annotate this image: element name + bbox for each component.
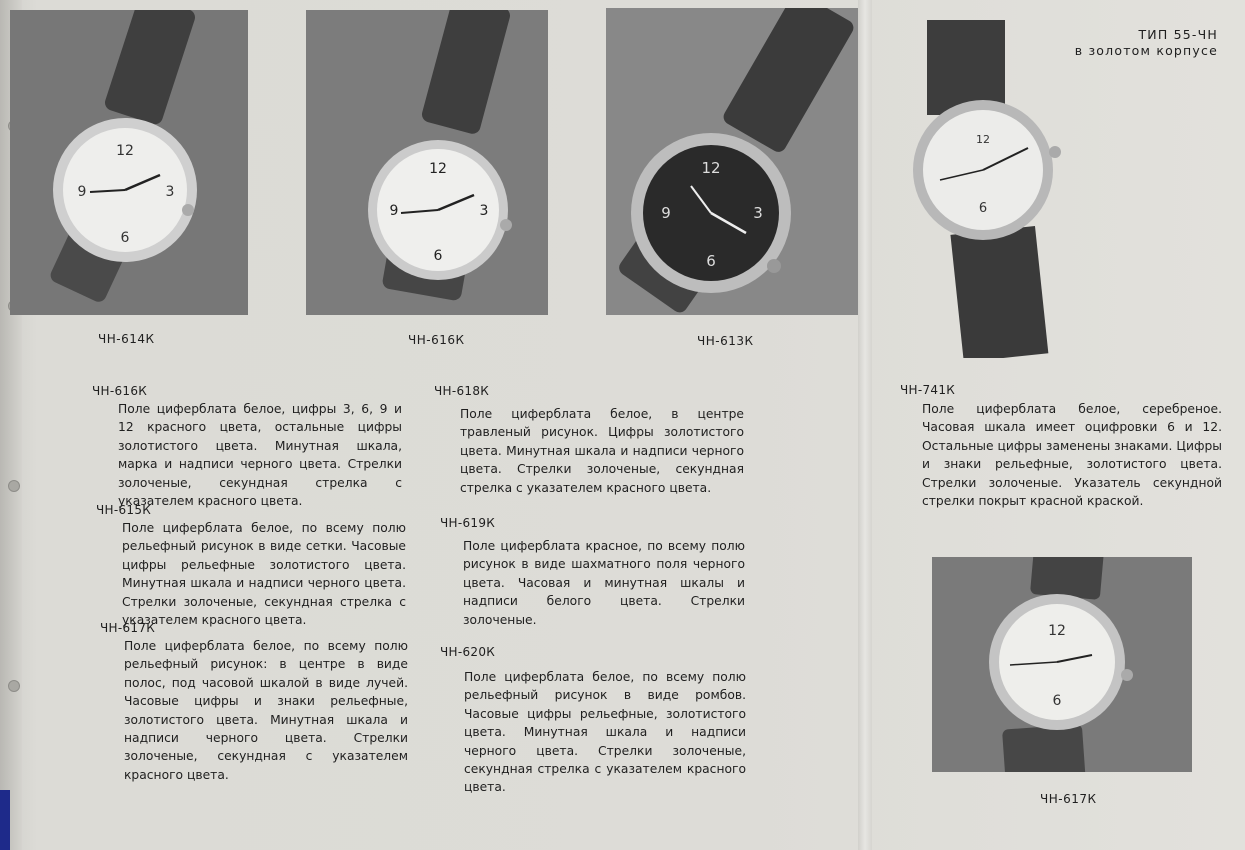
type-line: ТИП 55-ЧН: [1138, 27, 1218, 42]
model-heading: ЧН-615К: [96, 503, 152, 517]
dial-numeral: 3: [165, 184, 175, 200]
case-line: в золотом корпусе: [1074, 43, 1218, 58]
dial-numeral: 12: [701, 159, 721, 177]
dial-numeral: 12: [116, 143, 134, 159]
dial-numeral: 6: [1052, 693, 1062, 709]
dial-numeral: 6: [706, 252, 716, 270]
model-heading: ЧН-619К: [440, 516, 496, 530]
model-heading: ЧН-618К: [434, 384, 490, 398]
dial-numeral: 3: [753, 204, 763, 222]
watch-photo-617: [932, 557, 1192, 772]
model-description: Поле циферблата белое, по всему полю рельефный рисунок в виде ромбов. Часовые цифры рельефные, золотистого цвета. Минутная шкала и надписи черного цвета. Стрелки золоченые, секундная стрелка с указателем красного цвета.: [464, 670, 746, 795]
watch-illustration: [606, 8, 858, 315]
watch-illustration: [932, 557, 1192, 772]
binding-tab: [0, 790, 10, 850]
dial-numeral: 12: [976, 133, 990, 146]
model-description: Поле циферблата красное, по всему полю рисунок в виде шахматного поля черного цвета. Часовая и минутная шкалы и надписи белого цвета. Стрелки золоченые.: [463, 539, 745, 627]
dial-numeral: 6: [978, 201, 988, 216]
photo-caption: ЧН-617К: [1040, 792, 1097, 806]
model-description: Поле циферблата белое, в центре травленый рисунок. Цифры золотистого цвета. Минутная шкала и надписи черного цвета. Стрелки золоченые, секундная стрелка с указателем красного цвета.: [460, 407, 744, 495]
page-fold: [858, 0, 872, 850]
watch-illustration: [10, 10, 248, 315]
type-header: [1040, 27, 1218, 59]
watch-photo-741: [905, 20, 1067, 358]
photo-caption: ЧН-613К: [697, 334, 754, 348]
watch-photo-614: [10, 10, 248, 315]
model-description: Поле циферблата белое, серебреное. Часовая шкала имеет оцифровки 6 и 12. Остальные цифры заменены знаками. Цифры и знаки рельефные, золотистого цвета. Стрелки золоченые. Указатель секундной стрелки покрыт красной краской.: [922, 402, 1222, 509]
watch-illustration: [306, 10, 548, 315]
dial-numeral: 9: [661, 204, 671, 222]
dial-numeral: 6: [433, 248, 443, 264]
model-heading: ЧН-616К: [92, 384, 148, 398]
dial-numeral: 12: [1048, 623, 1066, 639]
photo-caption: ЧН-616К: [408, 333, 465, 347]
dial-numeral: 9: [77, 184, 87, 200]
model-description: Поле циферблата белое, по всему полю рельефный рисунок в виде сетки. Часовые цифры рельефные золотистого цвета. Минутная шкала и надписи черного цвета. Стрелки золоченые, секундная стрелка с указателем красного цвета.: [122, 521, 406, 628]
binder-hole: [8, 680, 20, 692]
dial-numeral: 3: [479, 203, 489, 219]
watch-photo-613: [606, 8, 858, 315]
dial-numeral: 6: [120, 230, 130, 246]
photo-caption: ЧН-614К: [98, 332, 155, 346]
binder-hole: [8, 480, 20, 492]
watch-photo-616: [306, 10, 548, 315]
model-heading: ЧН-617К: [100, 621, 156, 635]
model-description: Поле циферблата белое, цифры 3, 6, 9 и 12 красного цвета, остальные цифры золотистого цвета. Минутная шкала, марка и надписи черного цвета. Стрелки золоченые, секундная стрелка с указателем красного цвета.: [118, 402, 402, 509]
model-heading: ЧН-741К: [900, 383, 956, 397]
model-heading: ЧН-620К: [440, 645, 496, 659]
dial-numeral: 9: [389, 203, 399, 219]
model-description: Поле циферблата белое, по всему полю рельефный рисунок: в центре в виде полос, под часовой шкалой в виде лучей. Часовые цифры и знаки рельефные, золотистого цвета. Минутная шкала и надписи черного цвета. Стрелки золоченые, секундная с указателем красного цвета.: [124, 639, 408, 782]
watch-illustration: [905, 20, 1067, 358]
dial-numeral: 12: [429, 161, 447, 177]
